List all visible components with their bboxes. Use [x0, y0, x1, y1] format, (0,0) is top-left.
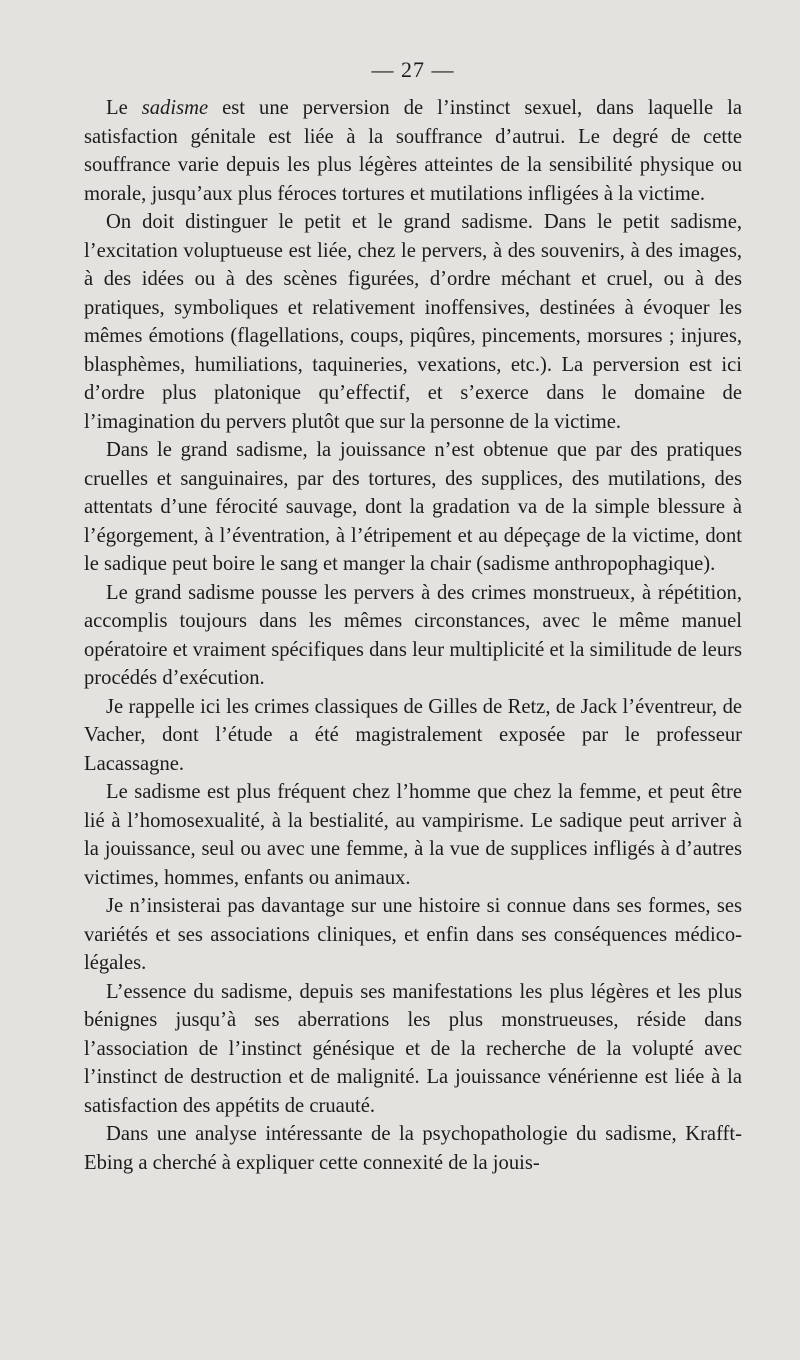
paragraph-3: Dans le grand sadisme, la jouissance n’est obtenue que par des pratiques cruelles et sanguinaires, par des tortures, des supplices, des mutilations, des attentats d’une férocité sauvage, dont la gradation va de la simple blessure à l’égorgement, à l’éventration, à l’étripement et au dépeçage de la victime, dont le sadique peut boire le sang et manger la chair (sadisme anthropophagique).	[84, 439, 742, 575]
paragraph-4: Le grand sadisme pousse les pervers à des crimes monstrueux, à répétition, accomplis toujours dans les mêmes circonstances, avec le même manuel opératoire et vraiment spécifiques dans leur multiplicité et la similitude de leurs procédés d’exécution.	[84, 581, 742, 689]
paragraph-9: Dans une analyse intéressante de la psychopathologie du sadisme, Krafft-Ebing a cherché à expliquer cette connexité de la jouis-	[84, 1123, 742, 1174]
paragraph-6: Le sadisme est plus fréquent chez l’homme que chez la femme, et peut être lié à l’homosexualité, à la bestialité, au vampirisme. Le sadique peut arriver à la jouissance, seul ou avec une femme, à la vue de supplices infligés à d’autres victimes, hommes, enfants ou animaux.	[84, 781, 742, 889]
paragraph-8: L’essence du sadisme, depuis ses manifestations les plus légères et les plus bénignes jusqu’à ses aberrations les plus monstrueuses, réside dans l’association de l’instinct génésique et de la recherche de la volupté avec l’instinct de destruction et de malignité. La jouissance vénérienne est liée à la satisfaction des appétits de cruauté.	[84, 980, 742, 1117]
paragraph-1	[84, 94, 742, 208]
paragraph-7: Je n’insisterai pas davantage sur une histoire si connue dans ses formes, ses variétés et ses associations cliniques, et enfin dans ses conséquences médico-légales.	[84, 895, 742, 974]
paragraph-5: Je rappelle ici les crimes classiques de Gilles de Retz, de Jack l’éventreur, de Vacher, dont l’étude a été magistralement exposée par le professeur Lacassagne.	[84, 695, 742, 775]
page-body	[84, 94, 742, 1177]
paragraph-1-lead: Le	[106, 97, 142, 119]
paragraph-2: On doit distinguer le petit et le grand sadisme. Dans le petit sadisme, l’excitation voluptueuse est liée, chez le pervers, à des souvenirs, à des images, à des idées ou à des scènes figurées, d’ordre méchant et cruel, ou à des pratiques, symboliques et relativement inoffensives, destinées à évoquer les mêmes émotions (flagellations, coups, piqûres, pincements, morsures ; injures, blasphèmes, humiliations, taquineries, vexations, etc.). La perversion est ici d’ordre plus platonique qu’effectif, et s’exerce dans le domaine de l’imagination du pervers plutôt que sur la personne de la victime.	[84, 211, 742, 433]
emphasized-term: sadisme	[141, 97, 209, 119]
page-number: — 27 —	[371, 57, 455, 82]
paragraph-1-rest: est une perversion de l’instinct sexuel, dans laquelle la satisfaction génitale est liée à la souffrance d’autrui. Le degré de cette souffrance varie depuis les plus légères atteintes de la sensibilité physique ou morale, jusqu’aux plus féroces tortures et mutilations infligées à la victime.	[84, 97, 742, 205]
